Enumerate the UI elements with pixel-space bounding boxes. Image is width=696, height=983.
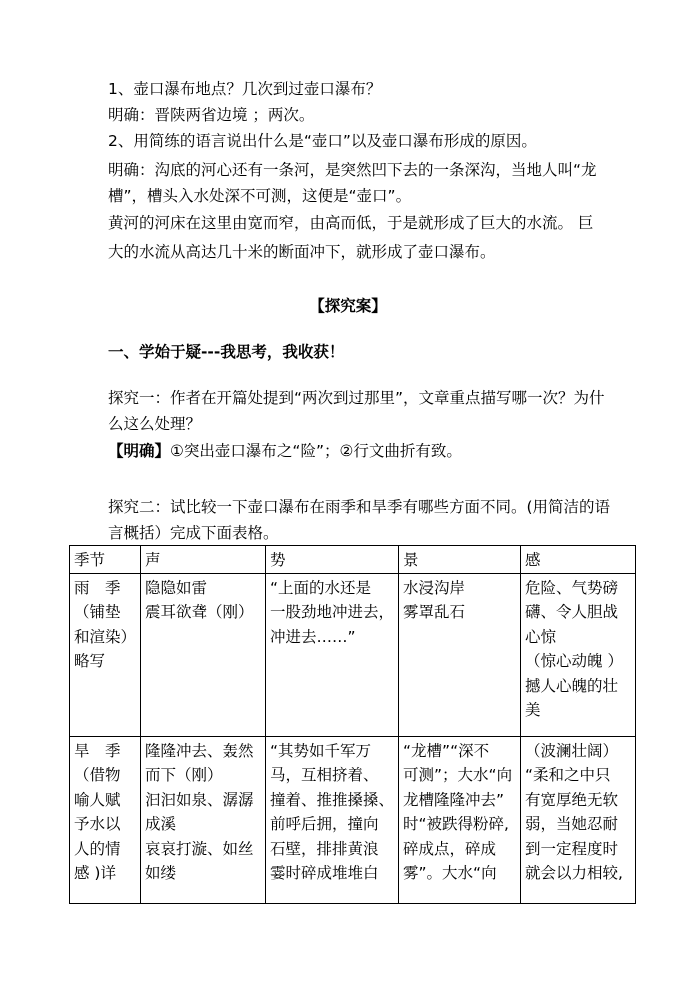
cell-sound <box>141 573 266 736</box>
cell-line: 就会以力相较, <box>525 864 623 882</box>
cell-line: 礴、令人胆战 <box>525 603 619 621</box>
cell-line: “柔和之中只 <box>525 766 611 784</box>
cell-line: 弱，当她忍耐 <box>525 815 619 833</box>
explore-1-line-1: 探究一：作者在开篇处提到“两次到过那里”，文章重点描写哪一次？为什 <box>108 389 605 407</box>
cell-line: 人的情 <box>74 839 121 858</box>
cell-season <box>70 573 141 736</box>
cell-line: 成溪 <box>145 815 177 833</box>
cell-line: 如缕 <box>145 864 177 882</box>
header-sound: 声 <box>141 546 266 574</box>
cell-line: 雾”。大水“向 <box>403 864 497 882</box>
cell-feeling <box>521 573 636 736</box>
cell-line: 到一定程度时 <box>525 839 619 858</box>
answer-2-line-1: 明确：沟底的河心还有一条河，是突然凹下去的一条深沟，当地人叫“龙 <box>108 161 597 179</box>
answer-2-line-2: 槽”，槽头入水处深不可测，这便是“壶口”。 <box>108 187 412 205</box>
cell-line: 危险、气势磅 <box>525 578 619 597</box>
cell-line: 美 <box>525 701 541 719</box>
explore-2-line-1: 探究二：试比较一下壶口瀑布在雨季和旱季有哪些方面不同。(用简洁的语 <box>108 498 611 516</box>
header-feeling: 感 <box>521 546 636 574</box>
cell-line: 予水以 <box>74 815 121 833</box>
explore-2-line-2: 言概括）完成下面表格。 <box>108 524 279 542</box>
cell-line: “上面的水还是 <box>270 578 372 597</box>
answer-3-line-1: 黄河的河床在这里由宽而窄，由高而低，于是就形成了巨大的水流。 巨 <box>108 214 594 232</box>
cell-line: 马，互相挤着、 <box>270 766 379 784</box>
cell-line: 龙槽隆隆冲去” <box>403 790 505 809</box>
part-1-heading-suffix: 我思考，我收获！ <box>220 342 345 361</box>
cell-line: 有宽厚绝无软 <box>525 790 619 809</box>
answer-3-line-2: 大的水流从高达几十米的断面冲下，就形成了壶口瀑布。 <box>108 243 496 261</box>
cell-sound <box>141 736 266 903</box>
cell-line: （铺垫 <box>74 603 121 621</box>
cell-line: 冲进去……” <box>270 627 356 646</box>
header-momentum: 势 <box>266 546 399 574</box>
answer-label: 【明确】 <box>108 442 171 460</box>
table-header-row <box>70 546 636 574</box>
comparison-table <box>69 545 636 904</box>
section-title: 【探究案】 <box>309 297 387 315</box>
cell-line: 石壁，排排黄浪 <box>270 839 379 858</box>
answer-1: 明确：晋陕两省边境 ；两次。 <box>108 106 315 124</box>
cell-line: 可测”；大水“向 <box>403 766 513 784</box>
cell-line: 一股劲地冲进去， <box>270 603 395 621</box>
table-row <box>70 573 636 736</box>
answer-text: ①突出壶口瀑布之“险”；②行文曲折有致。 <box>170 442 462 460</box>
explore-1-answer <box>108 441 462 461</box>
cell-line: 水浸沟岸 <box>403 578 466 597</box>
cell-momentum <box>266 736 399 903</box>
cell-line: （惊心动魄 ） <box>525 652 623 670</box>
cell-line: 隐隐如雷 <box>145 578 208 597</box>
cell-momentum <box>266 573 399 736</box>
cell-scene <box>399 573 521 736</box>
cell-line: 旱 季 <box>74 741 121 760</box>
cell-line: 震耳欲聋（刚） <box>145 603 254 621</box>
cell-line: 撞着、推推搡搡、 <box>270 790 395 809</box>
cell-line: “其势如千军万 <box>270 741 372 760</box>
cell-line: 喻人赋 <box>74 790 121 809</box>
header-season: 季节 <box>70 546 141 574</box>
explore-1-line-2: 么这么处理？ <box>108 415 202 433</box>
cell-line: 感 )详 <box>74 864 116 882</box>
cell-feeling <box>521 736 636 903</box>
part-1-heading <box>108 342 344 362</box>
cell-line: 雾罩乱石 <box>403 603 466 621</box>
cell-scene <box>399 736 521 903</box>
cell-line: 雨 季 <box>74 578 121 597</box>
cell-season <box>70 736 141 903</box>
cell-line: 汩汩如泉、潺潺 <box>145 790 254 809</box>
cell-line: 略写 <box>74 652 106 670</box>
question-1: 1、壶口瀑布地点？几次到过壶口瀑布？ <box>108 80 382 98</box>
cell-line: 碎成点，碎成 <box>403 839 497 858</box>
part-1-heading-prefix: 一、学始于疑--- <box>108 343 221 361</box>
cell-line: （借物 <box>74 766 121 784</box>
cell-line: 哀哀打漩、如丝 <box>145 839 254 858</box>
cell-line: “龙槽”“深不 <box>403 741 490 760</box>
cell-line: 撼人心魄的壮 <box>525 676 619 695</box>
cell-line: 心惊 <box>525 627 557 646</box>
question-2: 2、用简练的语言说出什么是“壶口”以及壶口瀑布形成的原因。 <box>108 132 537 150</box>
cell-line: 隆隆冲去、轰然 <box>145 741 254 760</box>
table-row <box>70 736 636 903</box>
cell-line: 时“被跌得粉碎, <box>403 815 509 833</box>
cell-line: 霎时碎成堆堆白 <box>270 864 379 882</box>
header-scene: 景 <box>399 546 521 574</box>
cell-line: （波澜壮阔） <box>525 741 619 760</box>
cell-line: 前呼后拥，撞向 <box>270 815 379 833</box>
cell-line: 和渲染） <box>74 627 137 646</box>
cell-line: 而下（刚） <box>145 766 223 784</box>
